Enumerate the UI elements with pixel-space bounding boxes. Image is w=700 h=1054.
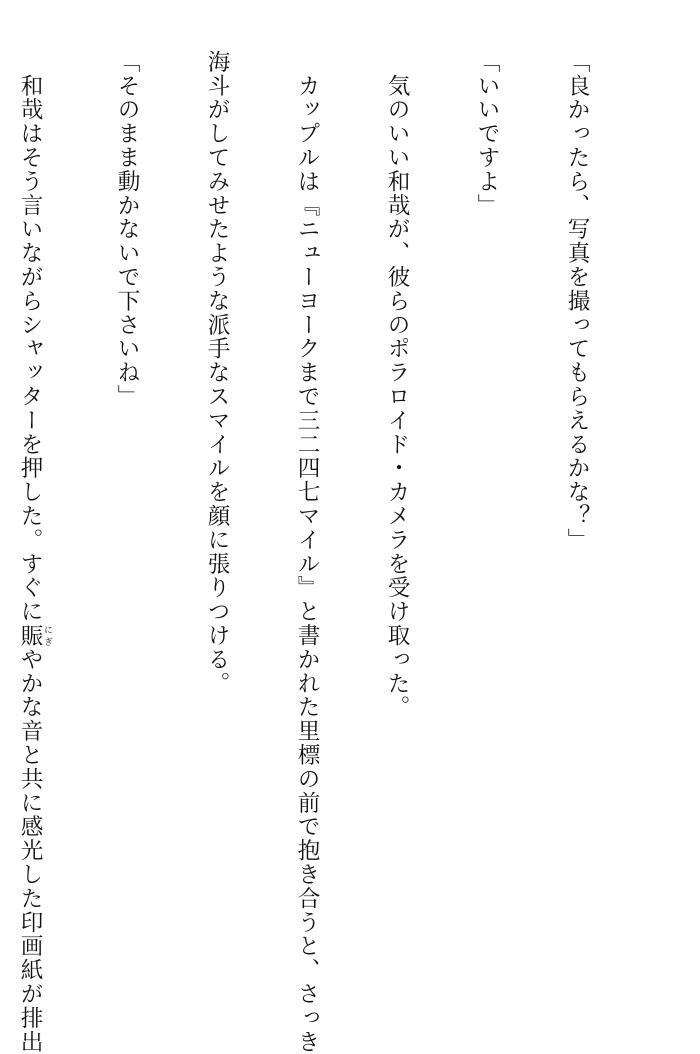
vertical-text-body bbox=[17, 50, 652, 1054]
text-line: 気のいい和哉が、彼らのポラロイド・カメラを受け取った。 bbox=[384, 50, 410, 720]
text-line: 「いいですよ」 bbox=[474, 50, 500, 218]
text-line: 和哉はそう言いながらシャッターを押した。すぐに賑 にぎやかな音と共に感光した印画紙が排出 bbox=[17, 50, 52, 1054]
text-line: 海斗がしてみせたような派手なスマイルを顔に張りつける。 bbox=[204, 50, 230, 696]
text-line: カップルは『ニューヨークまで三二四七マイル』と書かれた里標の前で抱き合うと、さっき bbox=[294, 50, 320, 1054]
text-line: 「良かったら、写真を撮ってもらえるかな？」 bbox=[564, 50, 590, 552]
furigana-ruby: 賑 にぎ bbox=[17, 623, 52, 648]
text-line: 「そのまま動かないで下さいね」 bbox=[114, 50, 140, 409]
